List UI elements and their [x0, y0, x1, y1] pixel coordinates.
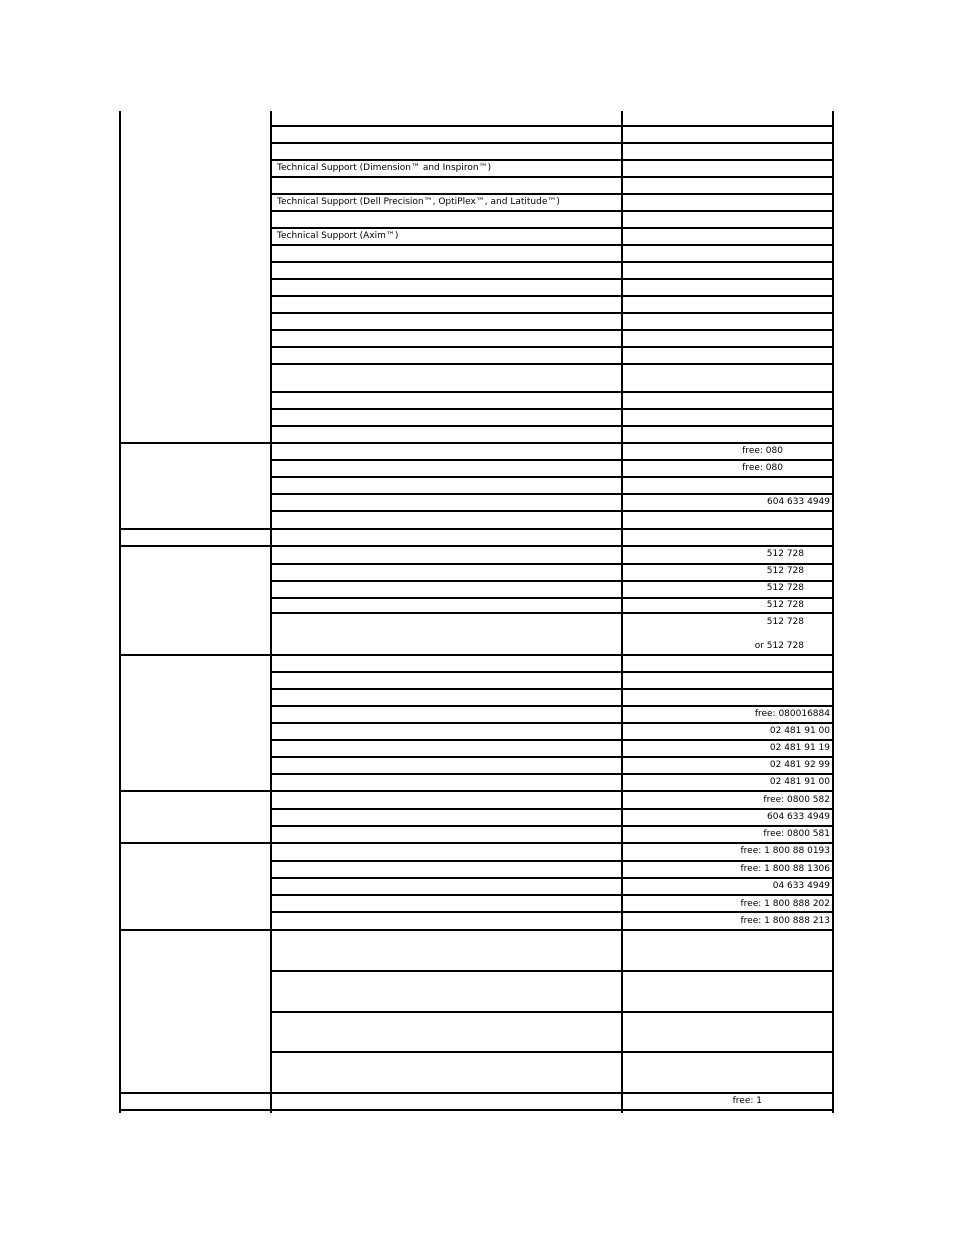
row-divider [270, 580, 834, 582]
row-divider [270, 142, 834, 144]
phone-number: 512 728 [766, 600, 804, 610]
phone-number: free: 080 [742, 463, 783, 473]
row-divider [119, 929, 834, 931]
phone-number: 512 728 [766, 617, 804, 627]
row-divider [270, 363, 834, 365]
phone-number: free: 1 800 888 213 [740, 916, 830, 926]
phone-number: 02 481 91 19 [769, 743, 830, 753]
phone-number: free: 080016884 [754, 709, 830, 719]
phone-number: 04 633 4949 [772, 881, 830, 891]
row-divider [119, 790, 834, 792]
row-divider [270, 860, 834, 862]
phone-number: 604 633 4949 [767, 497, 830, 507]
phone-number: free: 0800 582 [763, 795, 830, 805]
row-divider [270, 739, 834, 741]
phone-number: 604 633 4949 [767, 812, 830, 822]
row-divider [270, 1011, 834, 1013]
row-divider [270, 176, 834, 178]
phone-number: 512 728 [766, 583, 804, 593]
row-divider [270, 312, 834, 314]
row-divider [270, 510, 834, 512]
row-divider [270, 125, 834, 127]
row-divider [270, 408, 834, 410]
row-divider [270, 597, 834, 599]
row-divider [270, 346, 834, 348]
service-description: Technical Support (Dell Precision™, OptiPlex™, and Latitude™) [277, 197, 560, 207]
row-divider [270, 227, 834, 229]
row-divider [119, 528, 834, 530]
phone-number: free: 1 800 888 202 [740, 899, 830, 909]
row-divider [270, 671, 834, 673]
row-divider [270, 193, 834, 195]
row-divider [270, 612, 834, 614]
row-divider [119, 654, 834, 656]
row-divider [270, 295, 834, 297]
row-divider [270, 773, 834, 775]
row-divider [270, 563, 834, 565]
row-divider [270, 159, 834, 161]
phone-number: 02 481 91 00 [769, 726, 830, 736]
row-divider [270, 970, 834, 972]
row-divider [270, 329, 834, 331]
row-divider [270, 261, 834, 263]
phone-number: free: 1 [732, 1096, 762, 1106]
row-divider [270, 459, 834, 461]
row-divider [270, 1051, 834, 1053]
row-divider [270, 688, 834, 690]
phone-number: 02 481 92 99 [769, 760, 830, 770]
row-divider [270, 877, 834, 879]
phone-number: free: 1 800 88 0193 [740, 846, 830, 856]
row-divider [270, 476, 834, 478]
row-divider [270, 894, 834, 896]
row-divider [119, 442, 834, 444]
service-description: Technical Support (Axim™) [277, 231, 399, 241]
row-divider [270, 705, 834, 707]
row-divider [119, 1092, 834, 1094]
phone-number: 512 728 [766, 549, 804, 559]
row-divider [270, 911, 834, 913]
phone-number: or 512 728 [754, 641, 804, 651]
row-divider [270, 756, 834, 758]
phone-number: free: 0800 581 [763, 829, 830, 839]
row-divider [270, 825, 834, 827]
column-divider [119, 111, 121, 1113]
row-divider [270, 391, 834, 393]
row-divider [270, 244, 834, 246]
row-divider [119, 545, 834, 547]
row-divider [270, 278, 834, 280]
row-divider [270, 808, 834, 810]
phone-number: 02 481 91 00 [769, 777, 830, 787]
row-divider [270, 722, 834, 724]
row-divider [270, 425, 834, 427]
row-divider [119, 842, 834, 844]
row-divider [270, 210, 834, 212]
row-divider [119, 1109, 834, 1111]
row-divider [270, 493, 834, 495]
phone-number: free: 1 800 88 1306 [740, 864, 830, 874]
phone-number: free: 080 [742, 446, 783, 456]
phone-number: 512 728 [766, 566, 804, 576]
service-description: Technical Support (Dimension™ and Inspiron™) [277, 163, 492, 173]
